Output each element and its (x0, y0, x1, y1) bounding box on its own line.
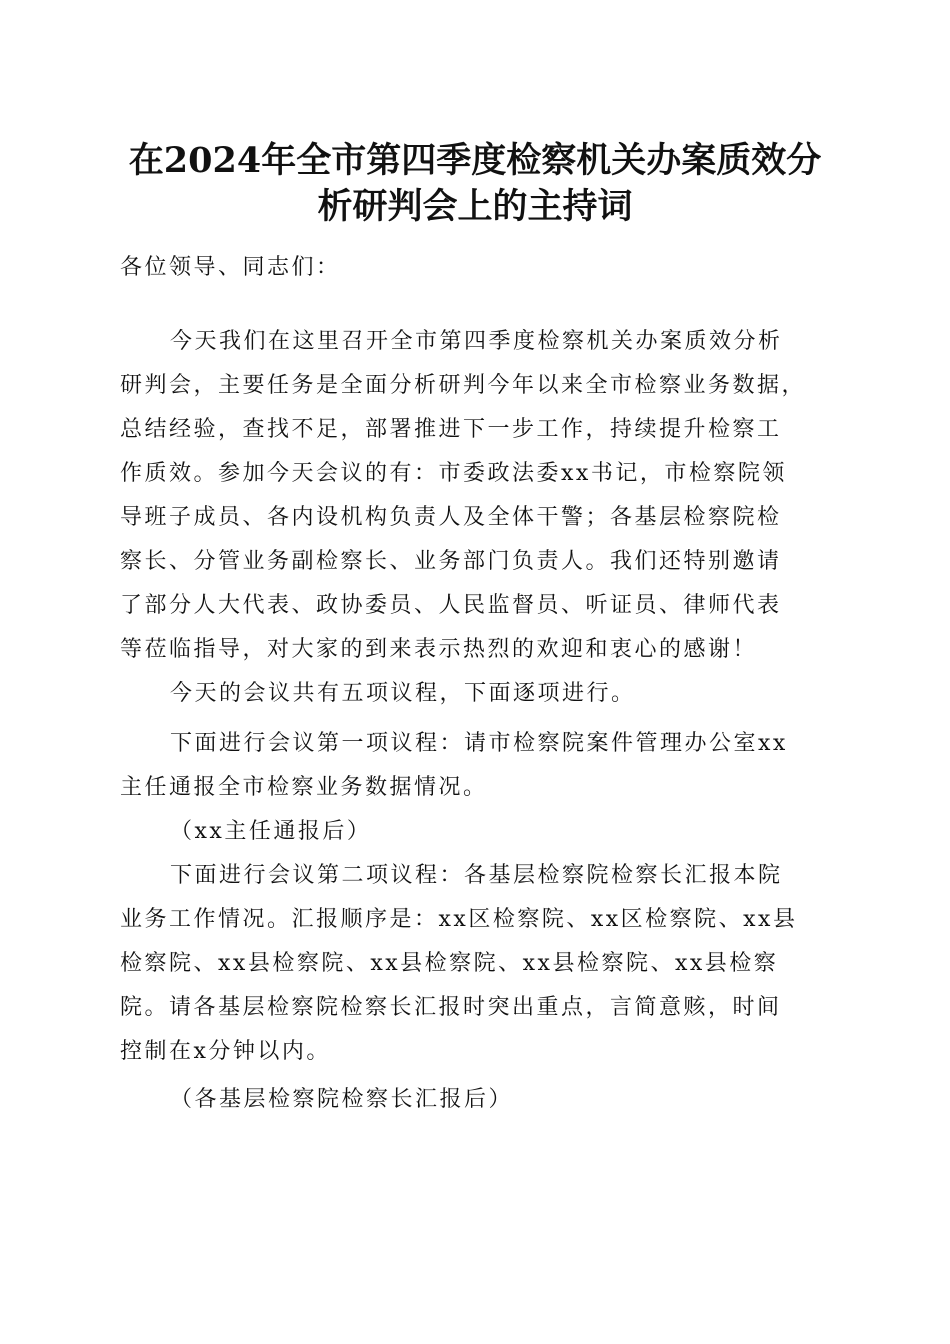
body-line: 导班子成员、各内设机构负责人及全体干警；各基层检察院检 (120, 505, 782, 530)
body-line: 今天的会议共有五项议程，下面逐项进行。 (170, 681, 636, 706)
body-line: 主任通报全市检察业务数据情况。 (120, 775, 488, 800)
document-title-line-1: 在2024年全市第四季度检察机关办案质效分 (128, 140, 822, 181)
body-line: 下面进行会议第二项议程：各基层检察院检察长汇报本院 (170, 863, 783, 888)
stage-note: （xx主任通报后） (170, 819, 372, 844)
body-line: 总结经验，查找不足，部署推进下一步工作，持续提升检察工 (120, 417, 782, 442)
body-line: 察长、分管业务副检察长、业务部门负责人。我们还特别邀请 (120, 549, 782, 574)
body-line: 检察院、xx县检察院、xx县检察院、xx县检察院、xx县检察 (120, 951, 779, 976)
body-line: 今天我们在这里召开全市第四季度检察机关办案质效分析 (170, 329, 783, 354)
body-line: 作质效。参加今天会议的有：市委政法委xx书记，市检察院领 (120, 461, 787, 486)
salutation: 各位领导、同志们： (120, 255, 341, 280)
body-line: 控制在x分钟以内。 (120, 1039, 331, 1064)
body-line: 了部分人大代表、政协委员、人民监督员、听证员、律师代表 (120, 593, 782, 618)
stage-note: （各基层检察院检察长汇报后） (170, 1087, 514, 1112)
body-line: 等莅临指导，对大家的到来表示热烈的欢迎和衷心的感谢！ (120, 637, 758, 662)
body-line: 业务工作情况。汇报顺序是：xx区检察院、xx区检察院、xx县 (120, 907, 798, 932)
body-line: 下面进行会议第一项议程：请市检察院案件管理办公室xx (170, 731, 788, 756)
document-title-line-2: 析研判会上的主持词 (317, 186, 633, 227)
body-line: 研判会，主要任务是全面分析研判今年以来全市检察业务数据， (120, 373, 807, 398)
body-line: 院。请各基层检察院检察长汇报时突出重点，言简意赅，时间 (120, 995, 782, 1020)
